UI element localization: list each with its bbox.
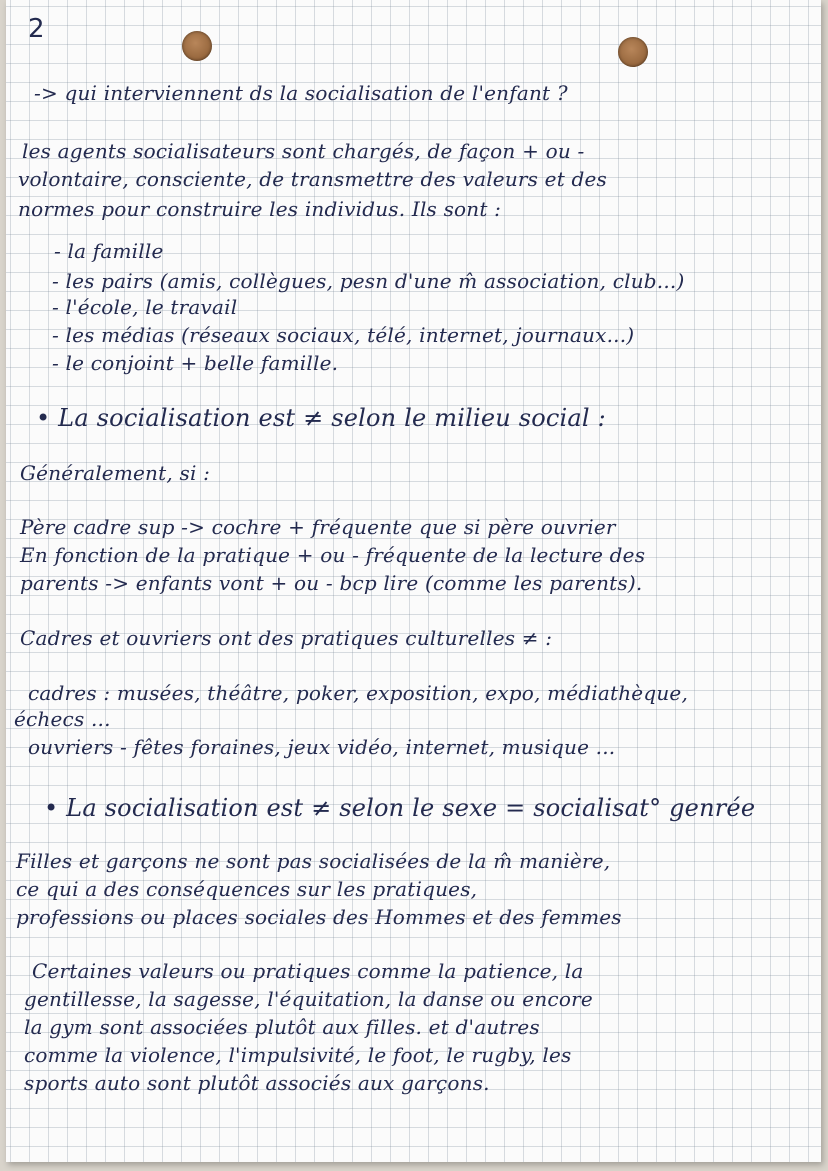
- text-line: Père cadre sup -> cochre + fréquente que si père ouvrier: [20, 515, 616, 539]
- text-line: gentillesse, la sagesse, l'équitation, la danse ou encore: [24, 987, 593, 1011]
- text-line: les agents socialisateurs sont chargés, de façon + ou -: [22, 139, 585, 163]
- text-line: Certaines valeurs ou pratiques comme la patience, la: [32, 959, 584, 983]
- text-line: sports auto sont plutôt associés aux garçons.: [24, 1071, 490, 1095]
- text-line: Généralement, si :: [20, 461, 211, 485]
- text-line: ouvriers - fêtes foraines, jeux vidéo, internet, musique ...: [28, 735, 616, 759]
- text-line: échecs ...: [14, 707, 111, 731]
- list-item: - le conjoint + belle famille.: [52, 351, 339, 375]
- text-line: parents -> enfants vont + ou - bcp lire (comme les parents).: [20, 571, 643, 595]
- text-line: la gym sont associées plutôt aux filles. et d'autres: [24, 1015, 540, 1039]
- section-heading: • La socialisation est ≠ selon le milieu social :: [36, 404, 606, 432]
- page-number: 2: [28, 14, 45, 44]
- text-line: Cadres et ouvriers ont des pratiques culturelles ≠ :: [20, 626, 553, 650]
- list-item: - les pairs (amis, collègues, pesn d'une m̂ association, club...): [52, 269, 685, 293]
- text-line: Filles et garçons ne sont pas socialisées de la m̂ manière,: [16, 849, 611, 873]
- text-line: ce qui a des conséquences sur les pratiques,: [16, 877, 478, 901]
- text-line: volontaire, consciente, de transmettre des valeurs et des: [18, 167, 608, 191]
- list-item: - les médias (réseaux sociaux, télé, internet, journaux...): [52, 323, 635, 347]
- punch-hole: [618, 37, 648, 67]
- section-heading: • La socialisation est ≠ selon le sexe = socialisat° genrée: [44, 794, 756, 822]
- list-item: - l'école, le travail: [52, 295, 238, 319]
- punch-hole: [182, 31, 212, 61]
- text-line: cadres : musées, théâtre, poker, exposition, expo, médiathèque,: [28, 681, 689, 705]
- text-line: En fonction de la pratique + ou - fréquente de la lecture des: [20, 543, 646, 567]
- question-line: -> qui interviennent ds la socialisation de l'enfant ?: [34, 81, 568, 105]
- notebook-page: [6, 0, 821, 1162]
- text-line: professions ou places sociales des Hommes et des femmes: [16, 905, 622, 929]
- text-line: comme la violence, l'impulsivité, le foot, le rugby, les: [24, 1043, 572, 1067]
- text-line: normes pour construire les individus. Ils sont :: [18, 197, 502, 221]
- list-item: - la famille: [54, 239, 164, 263]
